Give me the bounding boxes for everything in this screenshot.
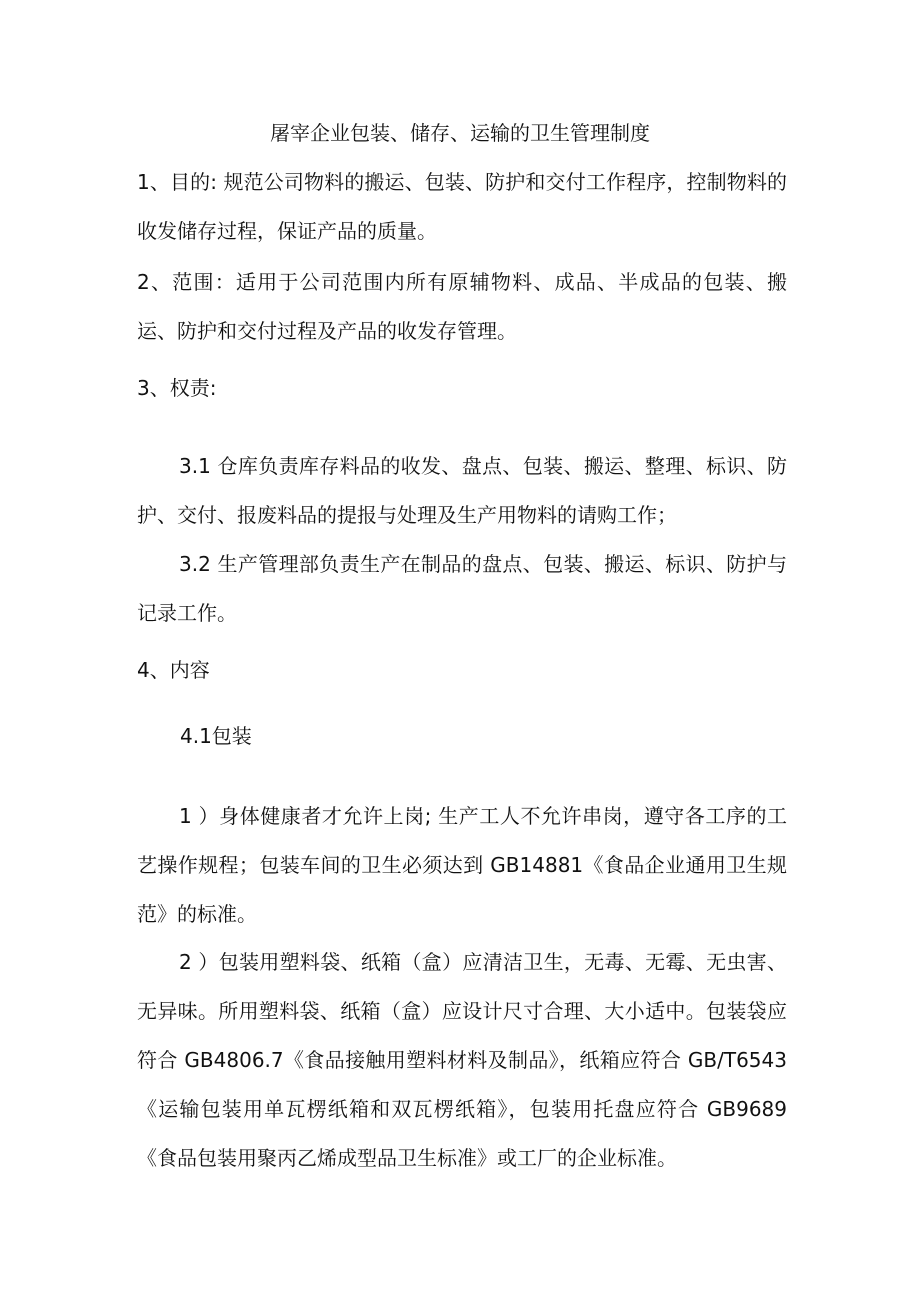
section-content-heading: 4、内容 bbox=[137, 658, 210, 682]
section-purpose: 1、目的: 规范公司物料的搬运、包装、防护和交付工作程序，控制物料的收发储存过程，保证产品的质量。 bbox=[137, 170, 787, 243]
section-responsibility-3-2: 3.2 生产管理部负责生产在制品的盘点、包装、搬运、标识、防护与记录工作。 bbox=[137, 552, 787, 625]
document-title: 屠宰企业包装、储存、运输的卫生管理制度 bbox=[270, 121, 650, 145]
section-responsibilities-heading: 3、权责: bbox=[137, 376, 217, 400]
packaging-item-1: 1 ）身体健康者才允许上岗; 生产工人不允许串岗，遵守各工序的工艺操作规程；包装车间的卫生必须达到 GB14881《食品企业通用卫生规范》的标准。 bbox=[137, 804, 787, 926]
section-scope: 2、范围：适用于公司范围内所有原辅物料、成品、半成品的包装、搬运、防护和交付过程及产品的收发存管理。 bbox=[137, 270, 787, 343]
packaging-item-2: 2 ）包装用塑料袋、纸箱（盒）应清洁卫生，无毒、无霉、无虫害、无异味。所用塑料袋、纸箱（盒）应设计尺寸合理、大小适中。包装袋应符合 GB4806.7《食品接触用塑料材料及制品》，纸箱应符合 GB/T6543《运输包装用单瓦楞纸箱和双瓦楞纸箱》，包装用托盘应符合 GB9689《食品包装用聚丙乙烯成型品卫生标准》或工厂的企业标准。 bbox=[137, 950, 787, 1170]
section-responsibility-3-1: 3.1 仓库负责库存料品的收发、盘点、包装、搬运、整理、标识、防护、交付、报废料品的提报与处理及生产用物料的请购工作； bbox=[137, 454, 787, 527]
section-packaging-heading: 4.1包装 bbox=[180, 724, 252, 748]
